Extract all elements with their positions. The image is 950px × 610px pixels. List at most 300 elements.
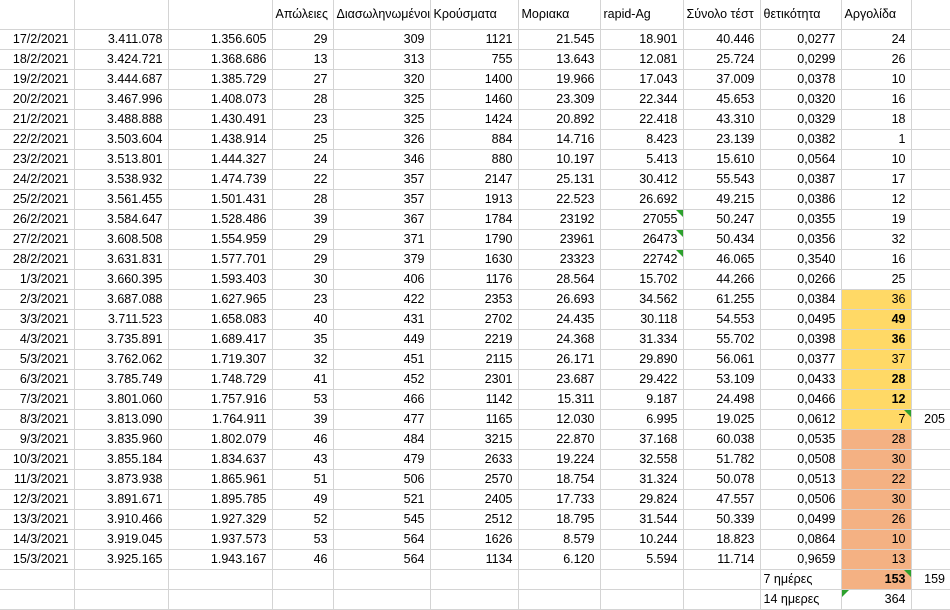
cell[interactable]: 22742 [600, 249, 683, 269]
cell[interactable]: 3.891.671 [74, 489, 168, 509]
cell[interactable]: 29.824 [600, 489, 683, 509]
cell[interactable]: 43 [272, 449, 333, 469]
cell[interactable]: 23.139 [683, 129, 760, 149]
cell[interactable] [600, 589, 683, 609]
cell[interactable]: 477 [333, 409, 430, 429]
cell[interactable]: 22/2/2021 [0, 129, 74, 149]
cell[interactable]: 18.795 [518, 509, 600, 529]
cell[interactable]: 5/3/2021 [0, 349, 74, 369]
cell[interactable]: 13/3/2021 [0, 509, 74, 529]
cell[interactable]: 27 [272, 69, 333, 89]
cell[interactable]: 1134 [430, 549, 518, 569]
column-header-7[interactable]: Μοριακα [518, 0, 600, 29]
column-header-5[interactable]: Διασωληνωμένοι [333, 0, 430, 29]
cell[interactable]: 11/3/2021 [0, 469, 74, 489]
cell[interactable]: 1.356.605 [168, 29, 272, 49]
cell[interactable]: 1176 [430, 269, 518, 289]
cell[interactable]: 1.865.961 [168, 469, 272, 489]
cell[interactable]: 55.702 [683, 329, 760, 349]
cell[interactable]: 3.503.604 [74, 129, 168, 149]
cell[interactable]: 46.065 [683, 249, 760, 269]
cell[interactable]: 17.043 [600, 69, 683, 89]
cell[interactable]: 14 ημερες [760, 589, 841, 609]
cell[interactable]: 6/3/2021 [0, 369, 74, 389]
cell[interactable]: 2/3/2021 [0, 289, 74, 309]
cell[interactable]: 0,0506 [760, 489, 841, 509]
cell[interactable]: 0,0564 [760, 149, 841, 169]
cell[interactable]: 326 [333, 129, 430, 149]
cell[interactable]: 37.009 [683, 69, 760, 89]
cell[interactable]: 37.168 [600, 429, 683, 449]
cell[interactable]: 26 [841, 49, 911, 69]
cell[interactable]: 20/2/2021 [0, 89, 74, 109]
cell[interactable]: 0,0320 [760, 89, 841, 109]
column-header-4[interactable]: Απώλειες [272, 0, 333, 29]
cell[interactable]: 0,0513 [760, 469, 841, 489]
cell[interactable]: 27/2/2021 [0, 229, 74, 249]
cell[interactable]: 3.910.466 [74, 509, 168, 529]
cell[interactable]: 1790 [430, 229, 518, 249]
cell[interactable]: 50.339 [683, 509, 760, 529]
cell[interactable]: 0,3540 [760, 249, 841, 269]
cell[interactable] [168, 589, 272, 609]
cell[interactable]: 2512 [430, 509, 518, 529]
cell[interactable]: 3.660.395 [74, 269, 168, 289]
cell[interactable]: 0,0612 [760, 409, 841, 429]
cell[interactable]: 325 [333, 89, 430, 109]
cell[interactable]: 0,0299 [760, 49, 841, 69]
cell[interactable] [74, 589, 168, 609]
cell[interactable]: 2147 [430, 169, 518, 189]
cell[interactable]: 153 [841, 569, 911, 589]
cell[interactable]: 3.762.062 [74, 349, 168, 369]
cell[interactable] [600, 569, 683, 589]
cell[interactable]: 28 [272, 189, 333, 209]
cell[interactable]: 357 [333, 169, 430, 189]
cell[interactable]: 1.658.083 [168, 309, 272, 329]
cell[interactable]: 1.937.573 [168, 529, 272, 549]
cell[interactable]: 1424 [430, 109, 518, 129]
cell[interactable] [911, 469, 950, 489]
cell[interactable]: 16 [841, 89, 911, 109]
cell[interactable]: 1.719.307 [168, 349, 272, 369]
cell[interactable] [911, 349, 950, 369]
cell[interactable]: 0,0356 [760, 229, 841, 249]
cell[interactable]: 29 [272, 29, 333, 49]
cell[interactable]: 26.693 [518, 289, 600, 309]
cell[interactable]: 13.643 [518, 49, 600, 69]
cell[interactable]: 8/3/2021 [0, 409, 74, 429]
cell[interactable]: 29 [272, 229, 333, 249]
cell[interactable]: 47.557 [683, 489, 760, 509]
cell[interactable]: 3.855.184 [74, 449, 168, 469]
cell[interactable]: 15.702 [600, 269, 683, 289]
cell[interactable]: 1.408.073 [168, 89, 272, 109]
cell[interactable]: 1165 [430, 409, 518, 429]
cell[interactable]: 406 [333, 269, 430, 289]
cell[interactable]: 3.925.165 [74, 549, 168, 569]
cell[interactable]: 49.215 [683, 189, 760, 209]
cell[interactable]: 21.545 [518, 29, 600, 49]
cell[interactable]: 1784 [430, 209, 518, 229]
cell[interactable]: 23323 [518, 249, 600, 269]
cell[interactable]: 479 [333, 449, 430, 469]
cell[interactable]: 320 [333, 69, 430, 89]
cell[interactable]: 41 [272, 369, 333, 389]
cell[interactable]: 1630 [430, 249, 518, 269]
cell[interactable]: 1460 [430, 89, 518, 109]
cell[interactable]: 8.579 [518, 529, 600, 549]
cell[interactable]: 10 [841, 69, 911, 89]
cell[interactable] [911, 209, 950, 229]
cell[interactable] [911, 369, 950, 389]
cell[interactable]: 1142 [430, 389, 518, 409]
cell[interactable]: 50.434 [683, 229, 760, 249]
cell[interactable] [272, 569, 333, 589]
cell[interactable] [430, 569, 518, 589]
cell[interactable]: 26/2/2021 [0, 209, 74, 229]
cell[interactable]: 23 [272, 289, 333, 309]
cell[interactable]: 1.627.965 [168, 289, 272, 309]
cell[interactable]: 0,0266 [760, 269, 841, 289]
cell[interactable]: 545 [333, 509, 430, 529]
cell[interactable] [911, 69, 950, 89]
cell[interactable] [911, 269, 950, 289]
cell[interactable]: 29.890 [600, 349, 683, 369]
cell[interactable] [272, 589, 333, 609]
cell[interactable]: 13 [272, 49, 333, 69]
cell[interactable]: 1.577.701 [168, 249, 272, 269]
cell[interactable]: 3.608.508 [74, 229, 168, 249]
cell[interactable] [911, 189, 950, 209]
cell[interactable]: 51.782 [683, 449, 760, 469]
cell[interactable]: 21/2/2021 [0, 109, 74, 129]
cell[interactable]: 159 [911, 569, 950, 589]
cell[interactable]: 23192 [518, 209, 600, 229]
cell[interactable]: 379 [333, 249, 430, 269]
cell[interactable] [911, 49, 950, 69]
cell[interactable]: 1.895.785 [168, 489, 272, 509]
cell[interactable]: 3.561.455 [74, 189, 168, 209]
cell[interactable] [333, 589, 430, 609]
cell[interactable] [911, 329, 950, 349]
cell[interactable]: 24/2/2021 [0, 169, 74, 189]
cell[interactable]: 26473 [600, 229, 683, 249]
cell[interactable]: 0,0495 [760, 309, 841, 329]
cell[interactable]: 25 [272, 129, 333, 149]
cell[interactable]: 30 [841, 489, 911, 509]
cell[interactable]: 53.109 [683, 369, 760, 389]
cell[interactable]: 2115 [430, 349, 518, 369]
cell[interactable] [911, 449, 950, 469]
cell[interactable]: 0,0386 [760, 189, 841, 209]
cell[interactable]: 1121 [430, 29, 518, 49]
cell[interactable]: 3.488.888 [74, 109, 168, 129]
cell[interactable]: 34.562 [600, 289, 683, 309]
cell[interactable] [911, 229, 950, 249]
cell[interactable] [911, 509, 950, 529]
cell[interactable]: 19.224 [518, 449, 600, 469]
cell[interactable]: 31.544 [600, 509, 683, 529]
cell[interactable]: 54.553 [683, 309, 760, 329]
cell[interactable]: 32 [841, 229, 911, 249]
cell[interactable]: 39 [272, 409, 333, 429]
cell[interactable]: 36 [841, 329, 911, 349]
cell[interactable]: 40 [272, 309, 333, 329]
cell[interactable]: 19/2/2021 [0, 69, 74, 89]
cell[interactable] [911, 129, 950, 149]
cell[interactable]: 1913 [430, 189, 518, 209]
cell[interactable]: 1.474.739 [168, 169, 272, 189]
column-header-empty-1[interactable] [0, 0, 74, 29]
cell[interactable]: 3.467.996 [74, 89, 168, 109]
cell[interactable]: 18.823 [683, 529, 760, 549]
cell[interactable]: 1.593.403 [168, 269, 272, 289]
cell[interactable]: 5.594 [600, 549, 683, 569]
cell[interactable]: 880 [430, 149, 518, 169]
cell[interactable]: 12 [841, 389, 911, 409]
cell[interactable]: 46 [272, 429, 333, 449]
cell[interactable]: 6.995 [600, 409, 683, 429]
cell[interactable]: 22 [841, 469, 911, 489]
column-header-11[interactable]: Αργολίδα [841, 0, 911, 29]
cell[interactable]: 18.901 [600, 29, 683, 49]
cell[interactable]: 484 [333, 429, 430, 449]
cell[interactable]: 1.385.729 [168, 69, 272, 89]
cell[interactable]: 521 [333, 489, 430, 509]
cell[interactable]: 7 [841, 409, 911, 429]
cell[interactable]: 0,0378 [760, 69, 841, 89]
cell[interactable]: 3.835.960 [74, 429, 168, 449]
cell[interactable]: 30 [272, 269, 333, 289]
cell[interactable]: 19.966 [518, 69, 600, 89]
cell[interactable]: 564 [333, 529, 430, 549]
cell[interactable] [168, 569, 272, 589]
cell[interactable]: 19.025 [683, 409, 760, 429]
cell[interactable]: 371 [333, 229, 430, 249]
cell[interactable]: 422 [333, 289, 430, 309]
cell[interactable]: 22.344 [600, 89, 683, 109]
cell[interactable]: 1626 [430, 529, 518, 549]
cell[interactable]: 1.554.959 [168, 229, 272, 249]
cell[interactable]: 24.498 [683, 389, 760, 409]
cell[interactable]: 884 [430, 129, 518, 149]
cell[interactable]: 24.368 [518, 329, 600, 349]
cell[interactable]: 28 [841, 369, 911, 389]
cell[interactable]: 3.711.523 [74, 309, 168, 329]
cell[interactable]: 449 [333, 329, 430, 349]
cell[interactable]: 50.247 [683, 209, 760, 229]
cell[interactable]: 28 [272, 89, 333, 109]
cell[interactable]: 367 [333, 209, 430, 229]
cell[interactable] [683, 589, 760, 609]
cell[interactable]: 19 [841, 209, 911, 229]
cell[interactable]: 11.714 [683, 549, 760, 569]
cell[interactable]: 17.733 [518, 489, 600, 509]
cell[interactable]: 29 [272, 249, 333, 269]
cell[interactable]: 7 ημέρες [760, 569, 841, 589]
cell[interactable]: 39 [272, 209, 333, 229]
cell[interactable] [911, 149, 950, 169]
cell[interactable] [911, 29, 950, 49]
cell[interactable] [0, 589, 74, 609]
cell[interactable]: 2702 [430, 309, 518, 329]
column-header-10[interactable]: θετικότητα [760, 0, 841, 29]
cell[interactable]: 44.266 [683, 269, 760, 289]
cell[interactable]: 0,0535 [760, 429, 841, 449]
cell[interactable]: 9.187 [600, 389, 683, 409]
cell[interactable]: 1.430.491 [168, 109, 272, 129]
cell[interactable]: 50.078 [683, 469, 760, 489]
cell[interactable]: 3.687.088 [74, 289, 168, 309]
cell[interactable]: 3.919.045 [74, 529, 168, 549]
cell[interactable]: 28/2/2021 [0, 249, 74, 269]
cell[interactable]: 45.653 [683, 89, 760, 109]
cell[interactable]: 15.610 [683, 149, 760, 169]
cell[interactable] [430, 589, 518, 609]
cell[interactable]: 30 [841, 449, 911, 469]
cell[interactable]: 27055 [600, 209, 683, 229]
cell[interactable]: 10 [841, 529, 911, 549]
column-header-empty-12[interactable] [911, 0, 950, 29]
cell[interactable]: 357 [333, 189, 430, 209]
cell[interactable]: 3.813.090 [74, 409, 168, 429]
column-header-empty-3[interactable] [168, 0, 272, 29]
cell[interactable]: 51 [272, 469, 333, 489]
cell[interactable]: 23.687 [518, 369, 600, 389]
cell[interactable] [911, 489, 950, 509]
cell[interactable]: 3215 [430, 429, 518, 449]
cell[interactable]: 564 [333, 549, 430, 569]
cell[interactable]: 313 [333, 49, 430, 69]
cell[interactable]: 37 [841, 349, 911, 369]
cell[interactable]: 49 [272, 489, 333, 509]
cell[interactable]: 3.801.060 [74, 389, 168, 409]
cell[interactable]: 9/3/2021 [0, 429, 74, 449]
cell[interactable]: 452 [333, 369, 430, 389]
cell[interactable]: 49 [841, 309, 911, 329]
cell[interactable]: 32 [272, 349, 333, 369]
cell[interactable]: 36 [841, 289, 911, 309]
cell[interactable]: 1.834.637 [168, 449, 272, 469]
cell[interactable]: 31.324 [600, 469, 683, 489]
cell[interactable]: 26 [841, 509, 911, 529]
cell[interactable]: 0,0398 [760, 329, 841, 349]
cell[interactable]: 12.081 [600, 49, 683, 69]
cell[interactable]: 0,0384 [760, 289, 841, 309]
cell[interactable]: 431 [333, 309, 430, 329]
cell[interactable]: 12/3/2021 [0, 489, 74, 509]
column-header-6[interactable]: Κρούσματα [430, 0, 518, 29]
cell[interactable]: 26.692 [600, 189, 683, 209]
cell[interactable]: 1.438.914 [168, 129, 272, 149]
cell[interactable] [911, 89, 950, 109]
cell[interactable]: 1.802.079 [168, 429, 272, 449]
cell[interactable]: 0,0382 [760, 129, 841, 149]
cell[interactable]: 755 [430, 49, 518, 69]
cell[interactable]: 52 [272, 509, 333, 529]
cell[interactable]: 0,9659 [760, 549, 841, 569]
cell[interactable]: 23/2/2021 [0, 149, 74, 169]
cell[interactable]: 3.873.938 [74, 469, 168, 489]
cell[interactable]: 0,0433 [760, 369, 841, 389]
cell[interactable]: 18 [841, 109, 911, 129]
cell[interactable] [911, 389, 950, 409]
cell[interactable]: 46 [272, 549, 333, 569]
cell[interactable]: 3.538.932 [74, 169, 168, 189]
cell[interactable] [683, 569, 760, 589]
cell[interactable]: 32.558 [600, 449, 683, 469]
cell[interactable]: 0,0499 [760, 509, 841, 529]
cell[interactable] [518, 589, 600, 609]
cell[interactable] [911, 109, 950, 129]
cell[interactable]: 8.423 [600, 129, 683, 149]
cell[interactable]: 23.309 [518, 89, 600, 109]
cell[interactable]: 0,0508 [760, 449, 841, 469]
cell[interactable]: 1/3/2021 [0, 269, 74, 289]
cell[interactable]: 364 [841, 589, 911, 609]
cell[interactable]: 25/2/2021 [0, 189, 74, 209]
cell[interactable]: 17 [841, 169, 911, 189]
cell[interactable]: 14.716 [518, 129, 600, 149]
cell[interactable]: 25.724 [683, 49, 760, 69]
cell[interactable]: 43.310 [683, 109, 760, 129]
cell[interactable] [911, 529, 950, 549]
cell[interactable]: 3.584.647 [74, 209, 168, 229]
cell[interactable]: 2633 [430, 449, 518, 469]
cell[interactable]: 3/3/2021 [0, 309, 74, 329]
cell[interactable]: 35 [272, 329, 333, 349]
cell[interactable] [911, 249, 950, 269]
cell[interactable]: 2405 [430, 489, 518, 509]
cell[interactable] [911, 289, 950, 309]
cell[interactable]: 29.422 [600, 369, 683, 389]
cell[interactable]: 24.435 [518, 309, 600, 329]
cell[interactable] [911, 169, 950, 189]
cell[interactable]: 0,0329 [760, 109, 841, 129]
cell[interactable]: 30.412 [600, 169, 683, 189]
cell[interactable]: 1.689.417 [168, 329, 272, 349]
cell[interactable]: 506 [333, 469, 430, 489]
column-header-8[interactable]: rapid-Ag [600, 0, 683, 29]
cell[interactable]: 2570 [430, 469, 518, 489]
cell[interactable]: 0,0864 [760, 529, 841, 549]
cell[interactable]: 346 [333, 149, 430, 169]
cell[interactable]: 22.418 [600, 109, 683, 129]
cell[interactable]: 15.311 [518, 389, 600, 409]
cell[interactable]: 1 [841, 129, 911, 149]
cell[interactable]: 1.368.686 [168, 49, 272, 69]
cell[interactable]: 5.413 [600, 149, 683, 169]
cell[interactable]: 18/2/2021 [0, 49, 74, 69]
cell[interactable]: 10.244 [600, 529, 683, 549]
cell[interactable]: 1.927.329 [168, 509, 272, 529]
cell[interactable] [911, 549, 950, 569]
cell[interactable]: 2301 [430, 369, 518, 389]
cell[interactable]: 61.255 [683, 289, 760, 309]
cell[interactable]: 2219 [430, 329, 518, 349]
cell[interactable]: 205 [911, 409, 950, 429]
cell[interactable]: 31.334 [600, 329, 683, 349]
column-header-empty-2[interactable] [74, 0, 168, 29]
cell[interactable]: 10/3/2021 [0, 449, 74, 469]
cell[interactable]: 25 [841, 269, 911, 289]
cell[interactable]: 0,0277 [760, 29, 841, 49]
cell[interactable]: 1.943.167 [168, 549, 272, 569]
cell[interactable]: 10 [841, 149, 911, 169]
cell[interactable]: 23 [272, 109, 333, 129]
cell[interactable]: 10.197 [518, 149, 600, 169]
